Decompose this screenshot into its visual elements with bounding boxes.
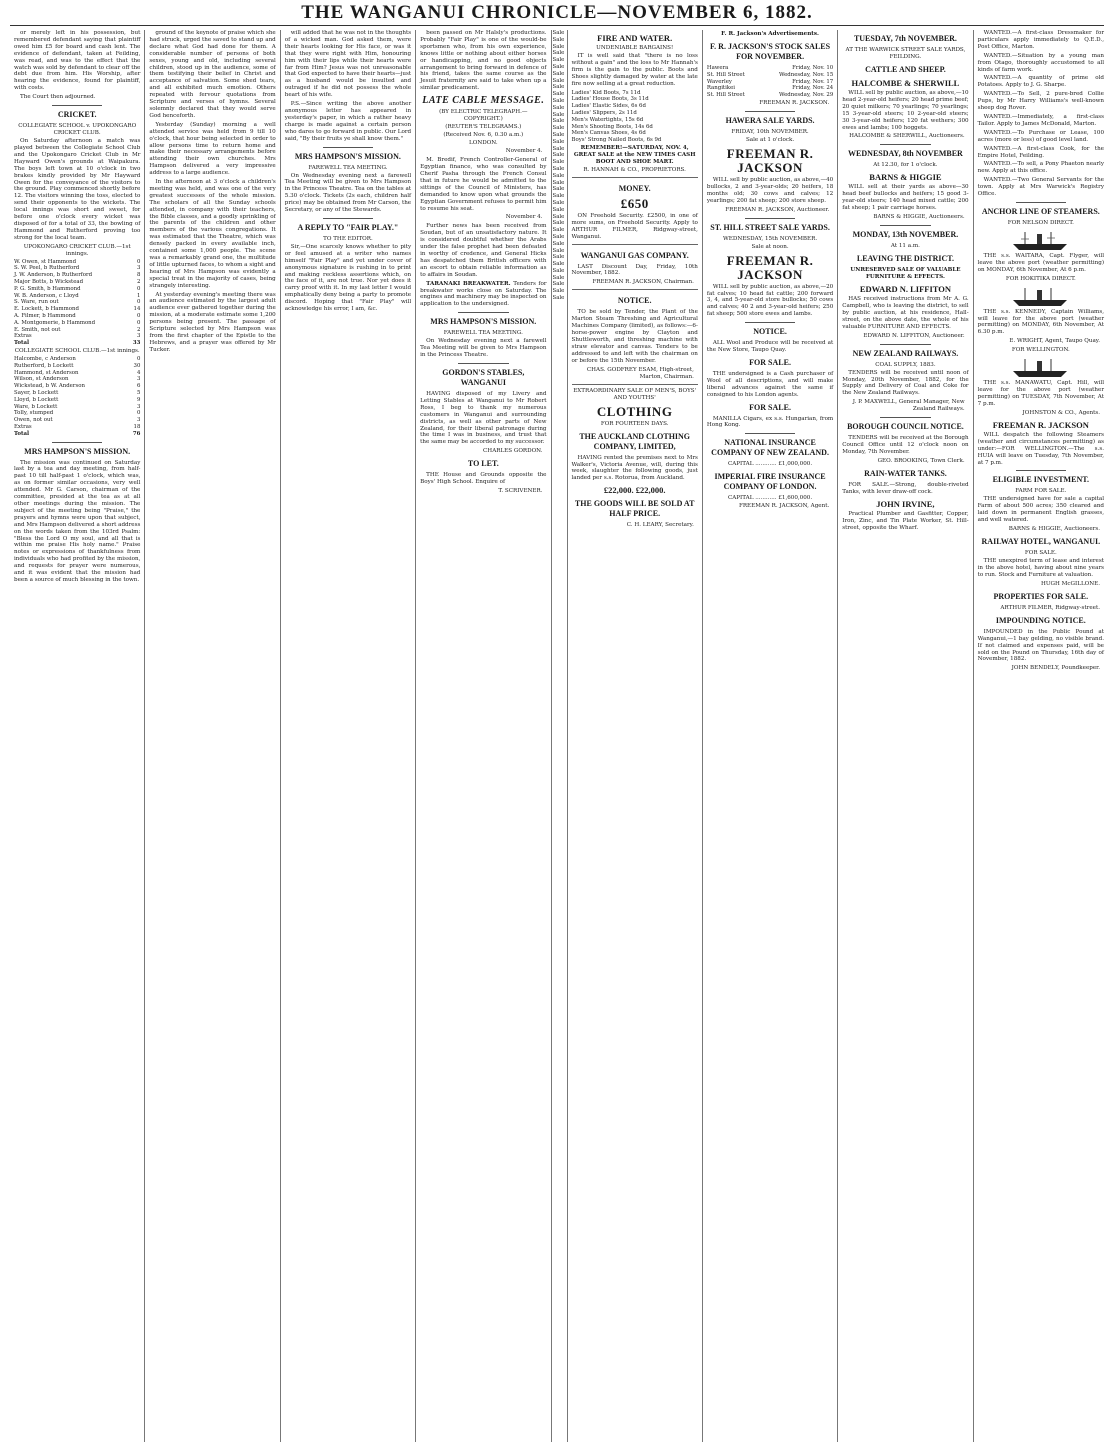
mission-body: On Wednesday evening next a farewell Tea Meeting will be given to Mrs Hampson in the Princess Theatre. — [420, 338, 547, 359]
court-report: or merely left in his possession, but remembered defendant saying that plaintiff owed him £5 for board and cash lent. The evidence of defendant, taken at Feilding, was read, and was to the effect that the watch was sold by defendant to clear off the debt due from him. His Worship, after hearing the evidence, found for plaintiff, with costs. — [14, 30, 141, 92]
notice-heading: NOTICE. — [617, 296, 652, 306]
stock-sales-heading: F. R. JACKSON'S STOCK SALES FOR NOVEMBER. — [710, 42, 831, 61]
sale-strip: Sale Sale Sale Sale Sale Sale Sale Sale Sale Sale Sale Sale Sale Sale Sale Sale Sale Sale Sale Sale Sale Sale Sale Sale Sale Sale Sale Sale Sale Sale Sale Sale Sale Sale Sale Sale Sale Sale Sale Sale — [552, 30, 568, 1442]
mission-heading: MRS HAMPSON'S MISSION. — [24, 446, 131, 456]
hotel-heading: RAILWAY HOTEL, WANGANUI. — [981, 537, 1101, 547]
forsale-heading: FOR SALE. — [749, 357, 791, 367]
list-item: Boys' Strong Nailed Boots, 6s 9d — [571, 137, 662, 144]
money-body: ON Freehold Security. £2500, in one of more sums, on Freehold Security. Apply to ARTHUR FILMER, Ridgway-street, Wanganui. — [571, 212, 698, 240]
notice-body: ALL Wool and Produce will be received at the New Store, Taupo Quay. — [706, 340, 834, 354]
divider — [745, 218, 796, 219]
score-row: Extras 18 — [14, 423, 141, 430]
hawera-time: Sale at 1 o'clock. — [745, 136, 795, 143]
gas-body: LAST Discount Day, Friday, 10th November, 1882. — [571, 263, 698, 277]
column-4 — [416, 30, 551, 1442]
auction-body: WILL sell at their yards as above—30 head beef bullocks and heifers; 15 good 3-year-old steers; 140 head mixed cattle; 200 fat sheep; 1 pair carriage horses. — [842, 184, 969, 212]
divider — [52, 105, 103, 106]
cable-date: November 4. — [505, 148, 543, 155]
cable-paragraph: Further news has been received from Soudan, but of an unsatisfactory nature. It is considered doubtful whether the Arabs under the false prophet had been defeated in worthy of credence, and General Hicks has despatched them British officers with an escort to obtain reliable information as to affairs in Soudan. — [420, 223, 547, 278]
court-adjourned: The Court then adjourned. — [20, 94, 96, 101]
national-capital: CAPITAL ............ £1,000,000. — [727, 461, 813, 468]
fire-heading: FIRE AND WATER. — [597, 33, 673, 43]
score-row: A. Montgomerie, b Hammond 0 — [14, 319, 141, 326]
impounding-heading: IMPOUNDING NOTICE. — [995, 615, 1086, 625]
column-3 — [281, 30, 416, 1442]
borough-signature: GEO. BROOKING, Town Clerk. — [877, 457, 965, 464]
wanted-ad: WANTED.—Two General Servants for the town. Apply at Mrs Warwick's Registry Office. — [977, 177, 1104, 198]
properties-heading: PROPERTIES FOR SALE. — [993, 591, 1089, 601]
clothing-heading: CLOTHING — [596, 403, 673, 419]
irvine-body: Practical Plumber and Gasfitter, Copper, Iron, Zinc, and Tin Plate Worker, St. Hill-street, opposite the Wharf. — [842, 510, 969, 531]
auction-signature: HALCOMBE & SHERWILL, Auctioneers. — [849, 133, 965, 140]
divider — [52, 442, 103, 443]
auction-body: WILL sell by public auction, as above,—40 bullocks, 2 and 3-year-olds; 20 heifers, 18 months old; 30 cows and calves; 12 yearlings; 200 fat sheep; 200 store sheep. — [706, 176, 834, 204]
score-row: Sayer, b Lockett 5 — [14, 390, 141, 396]
wellington-signature: JOHNSTON & CO., Agents. — [1022, 409, 1100, 416]
tanks-heading: RAIN-WATER TANKS. — [864, 468, 947, 478]
auctioneer-title: EDWARD N. LIFFITON — [859, 284, 952, 295]
fire-subheading: UNDENIABLE BARGAINS! — [596, 45, 674, 51]
railways-sub: COAL SUPPLY, 1883. — [875, 361, 936, 368]
cable-received: (Received Nov. 6, 0.30 a.m.) — [443, 132, 524, 139]
investment-heading: ELIGIBLE INVESTMENT. — [992, 475, 1089, 485]
score-row: P. G. Smith, b Hammond 0 — [14, 285, 141, 292]
notice-heading: NOTICE. — [753, 327, 787, 337]
gas-signature: FREEMAN R. JACKSON, Chairman. — [592, 279, 694, 286]
manilla-body: MANILLA Cigars, ex s.s. Hungarian, from Hong Kong. — [706, 415, 834, 429]
farewell-heading: MRS HAMPSON'S MISSION. — [294, 151, 401, 161]
score-row: W. Owen, st Hammond 0 — [14, 258, 141, 265]
wanted-ad: WANTED.—A first-class Cook, for the Empire Hotel, Feilding. — [977, 145, 1104, 159]
properties-signature: ARTHUR FILMER, Ridgway-street. — [1000, 604, 1100, 611]
forsale-body: THE undersigned is a Cash purchaser of Wool of all descriptions, and will make liberal advances against the same if consigned to his London agents. — [706, 370, 834, 398]
price-list — [572, 90, 698, 144]
list-item: Waverley Friday, Nov. 17 — [706, 78, 834, 85]
stock-sales-list — [707, 65, 833, 99]
score-row: Halcombe, c Anderson 0 — [14, 356, 141, 363]
farewell-subheading: FAREWELL TEA MEETING. — [308, 164, 388, 171]
railways-signature: J. P. MAXWELL, General Manager, New Zealand Railways. — [852, 399, 965, 413]
tuesday-heading: TUESDAY, 7th NOVEMBER. — [853, 34, 957, 43]
score-row: Hammond, st Anderson 4 — [14, 369, 141, 376]
money-amount: £650 — [620, 195, 649, 211]
wanted-ad: WANTED.—To Purchase or Lease, 100 acres (more or less) of good level land. — [977, 129, 1104, 143]
list-item: Ladies' Slippers, 2s 11d — [571, 109, 637, 116]
auction-signature: EDWARD N. LIFFITON, Auctioneer. — [863, 332, 965, 339]
hotel-signature: HUGH McGILLONE. — [1040, 580, 1100, 587]
divider — [880, 225, 931, 226]
tender-notice — [572, 289, 698, 380]
columns — [10, 30, 1108, 1442]
imperial-signature: FREEMAN R. JACKSON, Agent. — [738, 503, 830, 510]
list-item: Hawera Friday, Nov. 10 — [706, 65, 834, 71]
score-row: E. Lockett, b Hammond 14 — [14, 306, 141, 313]
tolet-body: THE House and Grounds opposite the Boys' High School. Enquire of — [420, 472, 547, 486]
hawera-date: FRIDAY, 10th NOVEMBER. — [731, 128, 809, 135]
cable-heading: LATE CABLE MESSAGE. — [422, 95, 545, 107]
team2-heading: COLLEGIATE SCHOOL CLUB.—1st innings. — [14, 348, 140, 355]
score-row: Ware, b Lockett 3 — [14, 403, 141, 410]
score-row: Major Botts, b Wickstead 2 — [14, 279, 141, 286]
column-5 — [568, 30, 703, 1442]
auctioneer-title: FREEMAN R. JACKSON — [992, 419, 1089, 430]
list-item: Men's Watertights, 15s 6d — [571, 116, 644, 123]
imperial-capital: CAPITAL ............ £1,600,000. — [727, 495, 813, 502]
article-paragraph: Yesterday (Sunday) morning a well attended service was held from 9 till 10 o'clock, that hour being selected in order to allow persons time to return home and make their necessary arrangements before attending their own churches. Mrs Hampson delivered a very impressive address to a large audience. — [149, 121, 276, 177]
nelson-heading: FOR NELSON DIRECT. — [1007, 219, 1074, 226]
wanted-ad: WANTED.—A first-class Dressmaker for particulars apply immediately to Q.E.D., Post Office, Marton. — [977, 30, 1104, 50]
score-row: Lloyd, b Lockett 9 — [14, 396, 141, 403]
farewell-body: On Wednesday evening next a farewell Tea Meeting will be given to Mrs Hampson in the Princess Theatre. Tea on the tables at 5.30 o'clock. Tickets (2s each, children half price) may be obtained from Mr Carson, the Secretary, or any of the Stewards. — [284, 172, 412, 214]
wanted-ad: WANTED.—A quantity of prime old Potatoes. Apply to J. G. Sharpe. — [977, 75, 1104, 89]
despatch-body: WILL despatch the following Steamers (weather and circumstances permitting) as under:—FOR WELLINGTON.—The s.s. HUIA will leave on Tuesday, 7th November, at 7 p.m. — [977, 431, 1104, 466]
list-item: Ladies' House Boots, 3s 11d — [571, 96, 649, 103]
wanted-ad: WANTED.—Immediately, a first-class Tailor. Apply to James McDonald, Marton. — [977, 113, 1104, 127]
divider — [745, 111, 796, 112]
auctioneer-title: BARNS & HIGGIE — [869, 172, 942, 183]
article-paragraph: been passed on Mr Halsly's productions. Probably "Fair Play" is one of the would-be sportsmen who, from his own experience, knows little or nothing about either horses or handicapping, and no good objects arrangement to bring forward in defence of his friend, takes the same course as the Jesuit fraternity are said to take when up a similar predicament. — [420, 30, 547, 92]
wanted-ad: WANTED.—To sell, a Pony Phaeton nearly new. Apply at this office. — [977, 161, 1104, 175]
farm-body: THE undersigned have for sale a capital Farm of about 500 acres; 350 cleared and laid down in permanent English grasses, and well watered. — [977, 496, 1104, 524]
reply-letter: Sir,—One scarcely knows whether to pity or feel amused at a writer who names himself "Fair Play" and yet under cover of anonymous signature is rushing in to print and making reckless assertions which, on the face of it, are not true. Nor yet does it carry proof with it. In my last letter I would emphatically deny being a party to promote discord. Hoping that "Fair Play" will acknowledge his error, I am, &c. — [284, 243, 412, 313]
steamship-icon — [1011, 285, 1071, 307]
stables-body: HAVING disposed of my Livery and Letting Stables at Wanganui to Mr Robert Ross, I beg to thank my numerous customers in Wanganui and surrounding districts, as well as other parts of New Zealand, for their liberal patronage during the time I was in business, and trust that the same may be accorded to my successor. — [420, 391, 547, 446]
list-item: Ladies' Kid Boots, 7s 11d — [571, 89, 641, 96]
column-6 — [703, 30, 838, 1442]
divider — [880, 344, 931, 345]
divider — [880, 144, 931, 145]
score-row: Extras 3 — [14, 333, 141, 340]
hokitika-body: THE s.s. KENNEDY, Captain Williams, will leave for the above port (weather permitting) on MONDAY, 6th November, At 6.30 p.m. — [977, 308, 1104, 336]
gas-heading: WANGANUI GAS COMPANY. — [580, 250, 689, 260]
auction-body: WILL sell by public auction, as above,—10 head 2-year-old heifers; 20 head prime beef; 20 quiet milkers; 70 yearlings; 70 yearlings; 15 3-year-old steers; 10 2-year-old steers; 30 3-year-old heifers; 120 fat wethers; 300 ewes and lambs; 100 hoggets. — [842, 90, 969, 131]
score-row: E. Smith, not out 2 — [14, 326, 141, 333]
auction-signature: FREEMAN R. JACKSON, Auctioneer. — [725, 206, 830, 213]
money-ad — [572, 177, 698, 241]
auckland-signature: C. H. LEARY, Secretary. — [626, 522, 694, 529]
score-total: Total 76 — [14, 430, 141, 437]
sthill-time: Sale at noon. — [751, 243, 789, 250]
wednesday-heading: WEDNESDAY, 8th NOVEMBER — [848, 149, 963, 159]
tuesday-sub: AT THE WARWICK STREET SALE YARDS, FEILDING. — [845, 47, 966, 60]
wellington-body: THE s.s. MANAWATU, Capt. Hill, will leave for the above port (weather permitting) on TUESDAY, 7th November, At 7 p.m. — [977, 380, 1104, 407]
money-heading: MONEY. — [618, 183, 651, 193]
clothing-ad — [572, 384, 698, 530]
jackson-header: F. R. Jackson's Advertisements. — [721, 31, 819, 37]
auctioneer-title: FREEMAN R. JACKSON — [726, 145, 814, 175]
steamship-icon — [1011, 229, 1071, 251]
sthill-date: WEDNESDAY, 15th NOVEMBER. — [723, 235, 818, 242]
freight-signature: E. WRIGHT, Agent, Taupo Quay. — [1009, 338, 1100, 345]
score-row: A. Filmer, b Hammond 0 — [14, 313, 141, 320]
list-item: Men's Shooting Boots, 14s 6d — [571, 123, 653, 130]
score-row: S. W. Peel, b Rutherford 3 — [14, 265, 141, 272]
half-price-notice: THE GOODS WILL BE SOLD AT HALF PRICE. — [574, 499, 695, 519]
divider — [323, 147, 374, 148]
cricket-heading: CRICKET. — [57, 110, 97, 120]
clothing-pre: EXTRAORDINARY SALE OF MEN'S, BOYS' AND YOUTHS' — [573, 387, 697, 401]
divider — [745, 433, 796, 434]
auckland-amount: £22,000. £22,000. — [603, 485, 666, 496]
impounding-body: IMPOUNDED in the Public Pound at Wanganui,—1 bay gelding, no visible brand. If not claimed and expenses paid, will be sold on the Pound on Thursday, 16th day of November, 1882. — [977, 628, 1104, 663]
column-2 — [145, 30, 280, 1442]
nelson-body: THE s.s. WAITARA, Capt. Flyger, will leave the above port (weather permitting) on MONDAY, 6th November, At 6 p.m. — [977, 252, 1104, 273]
farm-signature: BARNS & HIGGIE, Auctioneers. — [1008, 526, 1100, 533]
hokitika-heading: FOR HOKITIKA DIRECT. — [1005, 275, 1076, 282]
stock-signature: FREEMAN R. JACKSON. — [759, 99, 830, 106]
hotel-body: THE unexpired term of lease and interest in the above hotel, having about nine years to run. Stock and Furniture at valuation. — [977, 558, 1104, 578]
remember-notice: REMEMBER!—SATURDAY, NOV. 4, GREAT SALE at the NEW TIMES CASH BOOT AND SHOE MART. — [573, 144, 696, 165]
auctioneer-title: FREEMAN R. JACKSON — [726, 252, 814, 282]
column-7 — [838, 30, 973, 1442]
wanted-ad: WANTED.—To Sell, 2 pure-bred Collie Pups, by Mr Harry Williams's well-known sheep dog Rover. — [977, 91, 1104, 112]
hotel-sub: FOR SALE. — [1024, 550, 1057, 557]
wanted-ad: WANTED.—Situation by a young man from Otago, thoroughly accustomed to all kinds of farm work. — [977, 52, 1104, 73]
cable-date: November 4. — [505, 214, 543, 221]
match-report: On Saturday afternoon a match was played between the Collegiate School Club and the Upokongaro Cricket Club in Mr Hayward Owen's grounds at Waipakura. The boys left town at 10 o'clock in two brakes kindly provided by Mr Hayward Owen for the conveyance of the visitors to the ground. Play commenced shortly before 12. The visitors winning the toss, elected to send their opponents to the wickets. The local innings was short and sweet, for before one o'clock every wicket was disposed of for a total of 33, the bowling of Hammond and Rutherford proving too strong for the local team. — [14, 138, 141, 241]
article-paragraph: At yesterday evening's meeting there was an audience estimated by the largest adult audience ever gathered together during the mission, at a moderate estimate some 1,200 persons being present. The passage of Scripture selected by Mrs Hampson was from the first chapter of the Epistle to the Hebrews, and a prayer was offered by Mr Tucker. — [149, 291, 276, 353]
cattle-heading: CATTLE AND SHEEP. — [865, 65, 946, 74]
gas-ad — [572, 244, 698, 287]
mission-report: The mission was continued on Saturday last by a tea and day meeting, from half-past 10 till half-past 1 o'clock, which was, as on former similar occasions, very well attended. Mr G. Carson, chairman of the committee, presided at the tea as at all other meetings during the mission. The subject of the meeting being "Praise," the prayers and hymns were upon that subject, and Mrs Hampson delivered a short address on the words taken from the 103rd Psalm: "Bless the Lord O my soul, and all that is within me praise His holy name." Praise notes or expressions of thankfulness from individuals who had profited by the mission, and requests for prayer were numerous, and it was evident that the mission had been a source of much blessing in the town. — [14, 459, 141, 583]
score-row: Tolly, stumped 0 — [14, 410, 141, 417]
mission-subheading: FAREWELL TEA MEETING. — [443, 330, 523, 337]
railways-heading: NEW ZEALAND RAILWAYS. — [852, 348, 959, 358]
divider — [1016, 202, 1067, 203]
borough-heading: BOROUGH COUNCIL NOTICE. — [847, 422, 964, 432]
sthill-heading: ST. HILL STREET SALE YARDS. — [710, 222, 830, 232]
wellington-heading: FOR WELLINGTON. — [1011, 347, 1070, 354]
list-item: Rangitikei Friday, Nov. 24 — [706, 85, 834, 92]
column-1 — [10, 30, 145, 1442]
score-row: S. Ware, run out 0 — [14, 299, 141, 306]
auckland-heading: THE AUCKLAND CLOTHING COMPANY, LIMITED, — [579, 431, 691, 451]
irvine-title: JOHN IRVINE, — [876, 498, 935, 509]
national-heading: NATIONAL INSURANCE COMPANY OF NEW ZEALAND. — [711, 438, 829, 458]
score-row: Wilson, st Anderson 3 — [14, 376, 141, 383]
stables-heading: GORDON'S STABLES, WANGANUI — [442, 368, 525, 387]
article-paragraph: ground of the keynote of praise which she had struck, urged the saved to stand up and declare what God had done for them. A considerable number of persons of both sexes, young and old, including several children, stood up in the audience, some of them testifying their belief in Christ and acceptance of salvation. Some shed tears, and all exhibited much emotion. Others repeated with fervour quotations from Scripture and verses of hymns. Several solemnly declared that they would serve God henceforth. — [149, 30, 276, 119]
reply-heading: A REPLY TO "FAIR PLAY." — [297, 222, 399, 232]
masthead: THE WANGANUI CHRONICLE—NOVEMBER 6, 1882. — [10, 2, 1104, 26]
article-paragraph: P.S.—Since writing the above another anonymous letter has appeared in yesterday's paper, in which a rather heavy charge is made against a certain person who dares to go forward in public. Our Lord said, "By their fruits ye shall know them." — [284, 101, 412, 142]
hannah-signature: R. HANNAH & CO., PROPRIETORS. — [583, 166, 686, 173]
divider — [458, 312, 509, 313]
hawera-heading: HAWERA SALE YARDS. — [725, 115, 815, 125]
auction-signature: BARNS & HIGGIE, Auctioneers. — [873, 214, 965, 221]
article-paragraph: In the afternoon at 3 o'clock a children's meeting was held, and was one of the very greatest successes of the whole mission. The scholars of all the Sunday schools attended, in company with their teachers, the Bible classes, and a goodly sprinkling of the parents of the children and other members of the various congregations. It was estimated that the Theatre, which was densely packed in every available inch, contained some 1,000 people. The scene was a remarkably grand one, the multitude of little upturned faces, to whom a sight and hearing of Mrs Hampson was evidently a special treat in the majority of cases, being strangely interesting. — [149, 179, 276, 289]
score-row: J. W. Anderson, b Rutherford 8 — [14, 272, 141, 279]
leaving-heading: LEAVING THE DISTRICT. — [856, 254, 955, 264]
team2-scores — [14, 356, 140, 438]
article-paragraph: will added that he was not in the thoughts of a wicked man. God asked them, were their hearts looking for His face, or was it that they were right with Him, honouring him with their lips while their hearts were far from Him? Jesus was not unreasonable that God expected to have their hearts—just as a husband would be insulted and outraged if he did not possess the whole heart of his wife. — [284, 30, 412, 99]
tanks-body: FOR SALE.—Strong, double-riveted Tanks, with lever draw-off cock. — [842, 481, 969, 495]
notice-signature: CHAS. GODFREY ESAM, High-street, Marton, Chairman. — [586, 366, 694, 380]
team1-scores — [14, 259, 140, 347]
tolet-signature: T. SCRIVENER. — [498, 488, 543, 495]
monday-heading: MONDAY, 13th NOVEMBER. — [852, 230, 959, 240]
auction-body: HAS received instructions from Mr A. G. Campbell, who is leaving the district, to sell by public auction, at his residence, Hall-street, on the above date, the whole of his valuable FURNITURE AND EFFECTS. — [842, 296, 969, 330]
score-row: Rutherford, b Lockett 30 — [14, 362, 141, 369]
manilla-heading: FOR SALE. — [749, 402, 791, 412]
notice-body: TO be sold by Tender, the Plant of the Marton Steam Threshing and Agricultural Machines Company (limited), as follows:—6-horse-power engine by Clayton and Shuttleworth, and threshing machine with straw elevator and canvas. Tenders to be addressed to and left with the chairman on or before the 15th November. — [571, 309, 698, 364]
fire-body: IT is well said that "there is no loss without a gain" and the loss to Mr Hannah's firm is the gain to the public. Boots and Shoes slightly damaged by water at the late fire now selling at a great reduction. — [571, 53, 698, 87]
team1-heading: UPOKONGARO CRICKET CLUB.—1st innings. — [23, 243, 131, 257]
list-item: Ladies' Elastic Sides, 6s 6d — [571, 103, 646, 110]
tolet-heading: TO LET. — [467, 459, 499, 469]
mission-heading: MRS HAMPSON'S MISSION. — [430, 317, 537, 327]
wednesday-sub: At 12.30, for 1 o'clock. — [873, 162, 938, 169]
clothing-days: FOR FOURTEEN DAYS. — [600, 420, 669, 427]
list-item: St. Hill Street Wednesday, Nov. 15 — [706, 71, 834, 78]
divider — [745, 322, 796, 323]
unreserved-heading: UNRESERVED SALE OF VALUABLE FURNITURE & EFFECTS. — [850, 267, 961, 281]
score-row: Owen, not out 3 — [14, 417, 141, 424]
divider — [1016, 470, 1067, 471]
auction-body: WILL sell by public auction, as above,—20 fat calves; 10 head fat cattle; 200 forward 3, 4, and 5-year-old store bullocks; 50 cows and calves; 40 2 and 3-year-old heifers; 250 fat sheep; 500 store ewes and lambs. — [706, 283, 834, 318]
railways-body: TENDERS will be received until noon of Monday, 20th November, 1882, for the Supply and Delivery of Coal and Coke for the New Zealand Railways. — [842, 369, 969, 397]
cable-paragraph: M. Bredif, French Controller-General of Egyptian finance, who was consulted by Cherif Pasha through the French Consul that in future he would be admitted to the sittings of the Council of Ministers, has demanded to know upon what grounds the Egyptian Government refuses to permit him to resume his seat. — [420, 157, 547, 212]
match-heading: COLLEGIATE SCHOOL v. UPOKONGARO CRICKET CLUB. — [18, 123, 137, 137]
cable-subheading: (BY ELECTRIC TELEGRAPH.—COPYRIGHT.) — [439, 109, 528, 123]
list-item: St. Hill Street Wednesday, Nov. 29 — [706, 92, 834, 99]
monday-time: At 11 a.m. — [890, 243, 920, 250]
borough-body: TENDERS will be received at the Borough Council Office until 12 o'clock noon on Monday, 7th November. — [842, 435, 969, 456]
column-8 — [974, 30, 1108, 1442]
list-item: Men's Canvas Shoes, 4s 6d — [571, 130, 646, 137]
cable-city: LONDON. — [469, 140, 498, 147]
imperial-heading: IMPERIAL FIRE INSURANCE COMPANY OF LONDON. — [714, 472, 826, 492]
auctioneer-title: HALCOMBE & SHERWILL — [851, 78, 960, 88]
farm-heading: FARM FOR SALE. — [1015, 488, 1067, 495]
score-row: W. B. Anderson, c Lloyd 1 — [14, 292, 141, 299]
divider — [323, 218, 374, 219]
impounding-signature: JOHN BENDELY, Poundkeeper. — [1011, 665, 1100, 672]
auckland-body: HAVING rented the premises next to Mrs Walker's, Victoria Avenue, will, during this week, slaughter the following goods, just landed per s.s. Rotorua, from Auckland. — [571, 454, 698, 482]
score-total: Total 33 — [14, 340, 141, 347]
reply-subheading: TO THE EDITOR. — [323, 235, 373, 242]
anchor-line-heading: ANCHOR LINE OF STEAMERS. — [981, 206, 1100, 216]
score-row: Wickstead, b W. Anderson 6 — [14, 383, 141, 390]
stables-signature: CHARLES GORDON. — [483, 448, 543, 455]
divider — [880, 417, 931, 418]
breakwater-paragraph: TARANAKI BREAKWATER. Tenders for breakwater works close on Saturday. The engines and machinery may be inspected on application to the undersigned. — [420, 280, 547, 308]
divider — [458, 363, 509, 364]
steamship-icon — [1011, 356, 1071, 378]
cable-subheading: (REUTER'S TELEGRAMS.) — [445, 124, 522, 131]
